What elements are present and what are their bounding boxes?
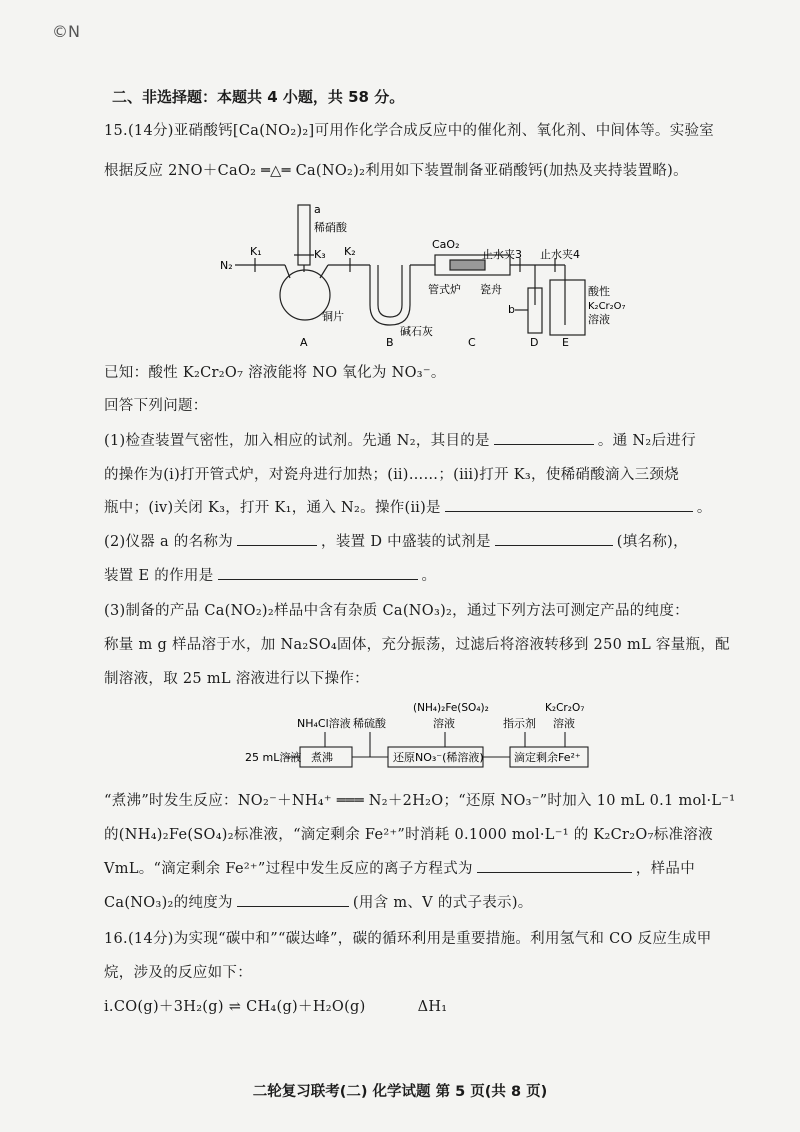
label-cao2: CaO₂ xyxy=(432,238,460,251)
q15-part2-line1 xyxy=(104,531,724,553)
bottle-e xyxy=(550,280,585,335)
answer-prompt: 回答下列问题： xyxy=(104,398,208,414)
label-dilute-nitric: 稀硝酸 xyxy=(314,221,347,234)
porcelain-boat xyxy=(450,260,485,270)
label-clamp3: 止水夹3 xyxy=(482,248,522,261)
flow-reagent-k2cr2o7-solution: 溶液 xyxy=(553,717,575,730)
q15-p2-a: (2)仪器 a 的名称为 xyxy=(104,534,234,550)
q16-line1: 16.(14分)为实现“碳中和”“碳达峰”，碳的循环利用是重要措施。利用氢气和 CO 反应生成甲 xyxy=(104,931,712,947)
q15-p3-b: 称量 m g 样品溶于水，加 Na₂SO₄固体，充分振荡，过滤后将溶液转移到 250 mL 容量瓶，配 xyxy=(104,637,730,653)
answer-blank-5[interactable] xyxy=(218,565,418,580)
q15-part3-line7 xyxy=(104,892,724,914)
label-C: C xyxy=(468,336,476,348)
label-k1: K₁ xyxy=(250,245,262,258)
q15-p1-c: 的操作为(ⅰ)打开管式炉，对瓷舟进行加热；(ⅱ)……；(ⅲ)打开 K₃，使稀硝酸滴入三颈烧 xyxy=(104,467,680,483)
q16-reaction: ⅰ.CO(g)＋3H₂(g) ⇌ CH₄(g)＋H₂O(g) xyxy=(104,999,366,1015)
flow-reagent-h2so4: 稀硫酸 xyxy=(353,717,386,730)
q15-p2-c: (填名称)， xyxy=(616,534,688,550)
label-k2: K₂ xyxy=(344,245,356,258)
section-title: 二、非选择题：本题共 4 小题，共 58 分。 xyxy=(112,88,405,106)
label-n2: N₂ xyxy=(220,259,233,272)
q15-part1-line3: 瓶中；(ⅳ)关闭 K₃，打开 K₁，通入 N₂。操作(ⅱ)是 。 xyxy=(104,497,724,519)
label-B: B xyxy=(386,336,394,348)
q16-reaction-line xyxy=(104,996,724,1018)
flow-start: 25 mL溶液 xyxy=(245,751,302,764)
answer-blank-7[interactable] xyxy=(237,892,349,907)
q15-line1: 15.(14分)亚硝酸钙[Ca(NO₂)₂]可用作化学合成反应中的催化剂、氧化剂、中间体等。实验室 xyxy=(104,123,715,139)
q15-p3-a: (3)制备的产品 Ca(NO₂)₂样品中含有杂质 Ca(NO₃)₂，通过下列方法可测定产品的纯度： xyxy=(104,603,689,619)
q15-line2: 根据反应 2NO＋CaO₂ ═△═ Ca(NO₂)₂利用如下装置制备亚硝酸钙(加热及夹持装置略)。 xyxy=(104,163,688,179)
q15-p2-b: ，装置 D 中盛装的试剂是 xyxy=(321,534,491,550)
label-clamp4: 止水夹4 xyxy=(540,248,580,261)
q15-p3-h: Ca(NO₃)₂的纯度为 xyxy=(104,895,233,911)
label-soda-lime: 碱石灰 xyxy=(400,325,433,338)
apparatus-diagram xyxy=(210,200,630,348)
q15-part3-line6 xyxy=(104,858,724,880)
answer-blank-3[interactable] xyxy=(237,531,317,546)
flow-reagent-nh4cl: NH₄Cl溶液 xyxy=(297,717,351,730)
corner-mark: ©N xyxy=(52,22,80,41)
page-footer: 二轮复习联考(二) 化学试题 第 5 页(共 8 页) xyxy=(252,1084,548,1100)
q15-p2-d: 装置 E 的作用是 xyxy=(104,568,214,584)
answer-blank-6[interactable] xyxy=(477,858,632,873)
q15-p3-e: 的(NH₄)₂Fe(SO₄)₂标准液，“滴定剩余 Fe²⁺”时消耗 0.1000 mol·L⁻¹ 的 K₂Cr₂O₇标准溶液 xyxy=(104,827,713,843)
label-E: E xyxy=(562,336,569,348)
q15-p3-c: 制溶液，取 25 mL 溶液进行以下操作： xyxy=(104,671,369,687)
label-D: D xyxy=(530,336,539,348)
flow-reagent-k2cr2o7: K₂Cr₂O₇ xyxy=(545,702,585,714)
flow-reagent-fe: (NH₄)₂Fe(SO₄)₂ xyxy=(413,702,489,714)
answer-blank-2[interactable] xyxy=(445,497,693,512)
q15-p1-d: 瓶中；(ⅳ)关闭 K₃，打开 K₁，通入 N₂。操作(ⅱ)是 xyxy=(104,500,441,516)
label-k2cr2o7: K₂Cr₂O₇ xyxy=(588,301,626,312)
label-boat: 瓷舟 xyxy=(480,283,502,296)
q15-p3-f: VmL。“滴定剩余 Fe²⁺”过程中发生反应的离子方程式为 xyxy=(104,861,473,877)
procedure-flow-diagram xyxy=(245,700,625,775)
q15-p1-b: 。通 N₂后进行 xyxy=(597,433,696,449)
known-text: 已知：酸性 K₂Cr₂O₇ 溶液能将 NO 氧化为 NO₃⁻。 xyxy=(104,365,446,381)
q16-delta-h1: ΔH₁ xyxy=(417,999,448,1015)
q15-part1-line1 xyxy=(104,430,724,452)
flow-reagent-indicator: 指示剂 xyxy=(503,717,536,730)
label-acidic: 酸性 xyxy=(588,285,610,298)
q15-p3-d: “煮沸”时发生反应：NO₂⁻＋NH₄⁺ ═══ N₂＋2H₂O；“还原 NO₃⁻”时加入 10 mL 0.1 mol·L⁻¹ xyxy=(104,793,736,809)
flow-reagent-fe-solution: 溶液 xyxy=(433,717,455,730)
label-b: b xyxy=(508,303,515,316)
answer-blank-4[interactable] xyxy=(495,531,613,546)
q15-p3-g: ，样品中 xyxy=(635,861,696,877)
label-a: a xyxy=(314,203,321,216)
label-copper: 铜片 xyxy=(322,310,344,323)
flow-box-boil-text: 煮沸 xyxy=(311,751,333,764)
flow-box-titrate-text: 滴定剩余Fe²⁺ xyxy=(514,751,581,764)
q15-part2-line2: 装置 E 的作用是 。 xyxy=(104,565,724,587)
dropping-funnel xyxy=(298,205,310,265)
u-tube-b xyxy=(370,265,410,325)
answer-blank-1[interactable] xyxy=(494,430,594,445)
label-k3: K₃ xyxy=(314,248,326,261)
label-tube-furnace: 管式炉 xyxy=(428,283,461,296)
label-solution: 溶液 xyxy=(588,313,610,326)
q15-p3-i: (用含 m、V 的式子表示)。 xyxy=(352,895,533,911)
flow-box-reduce-text: 还原NO₃⁻(稀溶液) xyxy=(393,751,484,764)
label-A: A xyxy=(300,336,308,348)
q15-p1-a: (1)检查装置气密性，加入相应的试剂。先通 N₂，其目的是 xyxy=(104,433,490,449)
q16-line2: 烷，涉及的反应如下： xyxy=(104,965,252,981)
